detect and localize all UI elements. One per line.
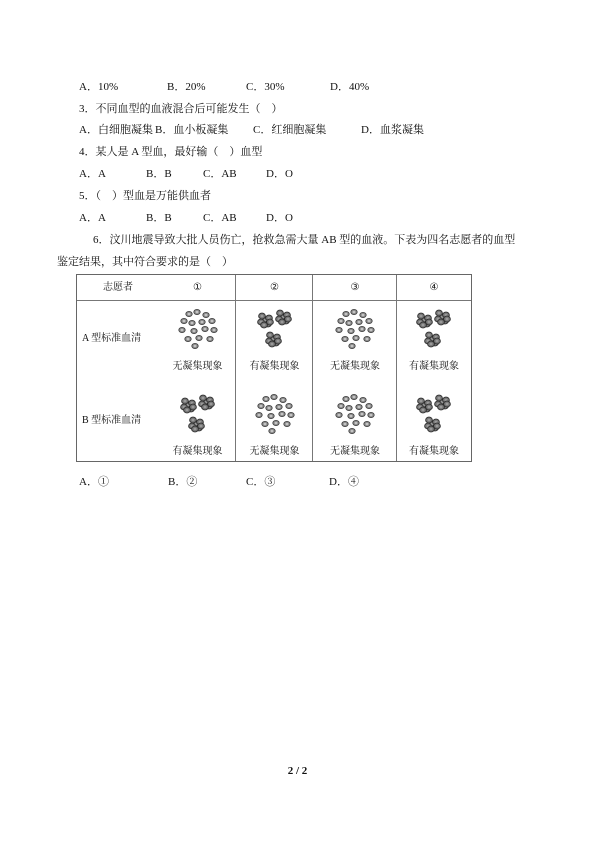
- blood-cell-center: [355, 422, 358, 424]
- agglutination-image: [175, 393, 221, 435]
- result-cell: [397, 308, 471, 374]
- blood-cell-center: [201, 397, 204, 400]
- q5-stem: 5．（ ）型血是万能供血者: [79, 190, 211, 202]
- blood-cell-center: [362, 314, 365, 316]
- result-cell: [159, 393, 236, 459]
- page-number: 2 / 2: [287, 765, 308, 777]
- table-header-4: ④: [429, 282, 439, 293]
- blood-cell-center: [437, 312, 440, 315]
- blood-cell-center: [270, 430, 273, 432]
- q5-option-d: D．O: [266, 212, 293, 224]
- q3-option-d: D．血浆凝集: [361, 124, 424, 136]
- result-cell: [397, 393, 471, 459]
- blood-cell-center: [269, 415, 272, 417]
- blood-cell-center: [350, 415, 353, 417]
- table-header-1: ①: [193, 282, 202, 293]
- blood-cell-center: [419, 315, 422, 318]
- q5-option-b: B．B: [146, 212, 172, 224]
- result-cell: [159, 308, 236, 374]
- result-caption: 有凝集现象: [409, 361, 459, 372]
- result-caption: 有凝集现象: [409, 446, 459, 457]
- blood-cell-center: [208, 338, 211, 340]
- table-header-divider: [77, 300, 471, 301]
- blood-cell-center: [278, 312, 281, 315]
- blood-cell-center: [338, 329, 341, 331]
- blood-cell-center: [445, 403, 448, 406]
- result-caption: 有凝集现象: [249, 361, 300, 372]
- blood-cell-center: [421, 409, 424, 412]
- blood-cell-center: [193, 345, 196, 347]
- blood-cell-center: [185, 409, 188, 412]
- blood-cell-center: [338, 414, 341, 416]
- blood-cell-center: [210, 320, 213, 322]
- blood-cell-center: [264, 398, 267, 400]
- q6-stem-line-2: 鉴定结果，其中符合要求的是（ ）: [57, 256, 233, 268]
- q6-option-d: D．④: [329, 476, 359, 488]
- blood-cell-center: [190, 322, 193, 324]
- blood-cell-center: [268, 334, 271, 337]
- blood-cell-center: [277, 406, 280, 408]
- blood-cell-center: [362, 399, 365, 401]
- blood-cell-center: [193, 428, 196, 431]
- q6-stem-line-1: 6．汶川地震导致大批人员伤亡，抢救急需大量 AB 型的血液。下表为四名志愿者的血型: [93, 234, 516, 246]
- no-agglutination-image: [252, 393, 298, 435]
- blood-cell-center: [263, 423, 266, 425]
- blood-cell-center: [439, 406, 442, 409]
- q4-option-c: C．AB: [203, 168, 237, 180]
- q2-option-a: A．10%: [79, 81, 119, 93]
- blood-cell-center: [427, 419, 430, 422]
- result-caption: 无凝集现象: [249, 446, 300, 457]
- q6-option-b: B．②: [168, 476, 198, 488]
- blood-cell-center: [186, 338, 189, 340]
- agglutination-image: [411, 308, 457, 350]
- result-caption: 有凝集现象: [172, 446, 223, 457]
- blood-cell-center: [281, 399, 284, 401]
- q6-option-c: C．③: [246, 476, 276, 488]
- result-cell: [236, 308, 313, 374]
- blood-cell-center: [353, 396, 356, 398]
- blood-cell-center: [280, 413, 283, 415]
- no-agglutination-image: [332, 393, 378, 435]
- blood-cell-center: [200, 321, 203, 323]
- blood-cell-center: [445, 318, 448, 321]
- blood-cell-center: [267, 407, 270, 409]
- blood-cell-center: [191, 406, 194, 409]
- blood-cell-center: [351, 345, 354, 347]
- q4-option-a: A．A: [79, 168, 106, 180]
- blood-cell-center: [183, 400, 186, 403]
- blood-cell-center: [272, 396, 275, 398]
- blood-cell-center: [203, 328, 206, 330]
- blood-cell-center: [287, 405, 290, 407]
- blood-cell-center: [280, 321, 283, 324]
- blood-cell-center: [351, 430, 354, 432]
- blood-cell-center: [358, 406, 361, 408]
- q3-option-c: C．红细胞凝集: [253, 124, 327, 136]
- q4-stem: 4．某人是 A 型血，最好输（ ）血型: [79, 146, 263, 158]
- blood-type-table: [76, 274, 472, 462]
- blood-cell-center: [350, 330, 353, 332]
- blood-cell-center: [427, 321, 430, 324]
- blood-cell-center: [429, 343, 432, 346]
- blood-cell-center: [439, 321, 442, 324]
- blood-cell-center: [361, 328, 364, 330]
- blood-cell-center: [187, 313, 190, 315]
- blood-cell-center: [274, 422, 277, 424]
- result-cell: [313, 308, 397, 374]
- blood-cell-center: [366, 338, 369, 340]
- q2-option-d: D．40%: [330, 81, 370, 93]
- blood-cell-center: [353, 311, 356, 313]
- q5-option-c: C．AB: [203, 212, 237, 224]
- blood-cell-center: [191, 419, 194, 422]
- blood-cell-center: [203, 406, 206, 409]
- q3-option-a: A．白细胞凝集: [79, 124, 153, 136]
- blood-cell-center: [421, 324, 424, 327]
- table-header-volunteer: 志愿者: [103, 282, 133, 293]
- blood-cell-center: [429, 428, 432, 431]
- blood-cell-center: [368, 320, 371, 322]
- blood-cell-center: [368, 405, 371, 407]
- blood-cell-center: [199, 425, 202, 428]
- q5-option-a: A．A: [79, 212, 106, 224]
- row-label-b-serum: B 型标准血清: [82, 415, 142, 426]
- q3-stem: 3．不同血型的血液混合后可能发生（ ）: [79, 103, 283, 115]
- q4-option-b: B．B: [146, 168, 172, 180]
- blood-cell-center: [262, 324, 265, 327]
- blood-cell-center: [340, 405, 343, 407]
- blood-cell-center: [437, 397, 440, 400]
- row-label-a-serum: A 型标准血清: [82, 333, 142, 344]
- blood-cell-center: [204, 314, 207, 316]
- blood-cell-center: [289, 414, 292, 416]
- blood-cell-center: [209, 403, 212, 406]
- blood-cell-center: [355, 337, 358, 339]
- agglutination-image: [411, 393, 457, 435]
- blood-cell-center: [285, 423, 288, 425]
- blood-cell-center: [348, 407, 351, 409]
- blood-cell-center: [435, 425, 438, 428]
- q2-option-b: B．20%: [167, 81, 206, 93]
- blood-cell-center: [345, 398, 348, 400]
- q2-option-c: C．30%: [246, 81, 285, 93]
- blood-cell-center: [419, 400, 422, 403]
- result-caption: 无凝集现象: [330, 446, 380, 457]
- blood-cell-center: [361, 413, 364, 415]
- blood-cell-center: [435, 340, 438, 343]
- result-caption: 无凝集现象: [172, 361, 223, 372]
- blood-cell-center: [197, 337, 200, 339]
- blood-cell-center: [370, 414, 373, 416]
- blood-cell-center: [260, 315, 263, 318]
- blood-cell-center: [344, 423, 347, 425]
- q3-option-b: B．血小板凝集: [155, 124, 229, 136]
- blood-cell-center: [257, 414, 260, 416]
- blood-cell-center: [182, 320, 185, 322]
- blood-cell-center: [345, 313, 348, 315]
- blood-cell-center: [276, 340, 279, 343]
- blood-cell-center: [427, 334, 430, 337]
- q4-option-d: D．O: [266, 168, 293, 180]
- blood-cell-center: [366, 423, 369, 425]
- blood-cell-center: [259, 405, 262, 407]
- no-agglutination-image: [175, 308, 221, 350]
- blood-cell-center: [370, 329, 373, 331]
- blood-cell-center: [344, 338, 347, 340]
- agglutination-image: [252, 308, 298, 350]
- blood-cell-center: [192, 330, 195, 332]
- table-header-3: ③: [350, 282, 360, 293]
- result-caption: 无凝集现象: [330, 361, 380, 372]
- blood-cell-center: [195, 311, 198, 313]
- blood-cell-center: [270, 343, 273, 346]
- blood-cell-center: [340, 320, 343, 322]
- blood-cell-center: [212, 329, 215, 331]
- blood-cell-center: [180, 329, 183, 331]
- blood-cell-center: [268, 321, 271, 324]
- table-header-2: ②: [270, 282, 279, 293]
- blood-cell-center: [286, 318, 289, 321]
- no-agglutination-image: [332, 308, 378, 350]
- blood-cell-center: [427, 406, 430, 409]
- result-cell: [236, 393, 313, 459]
- blood-cell-center: [348, 322, 351, 324]
- q6-option-a: A．①: [79, 476, 109, 488]
- blood-cell-center: [358, 321, 361, 323]
- result-cell: [313, 393, 397, 459]
